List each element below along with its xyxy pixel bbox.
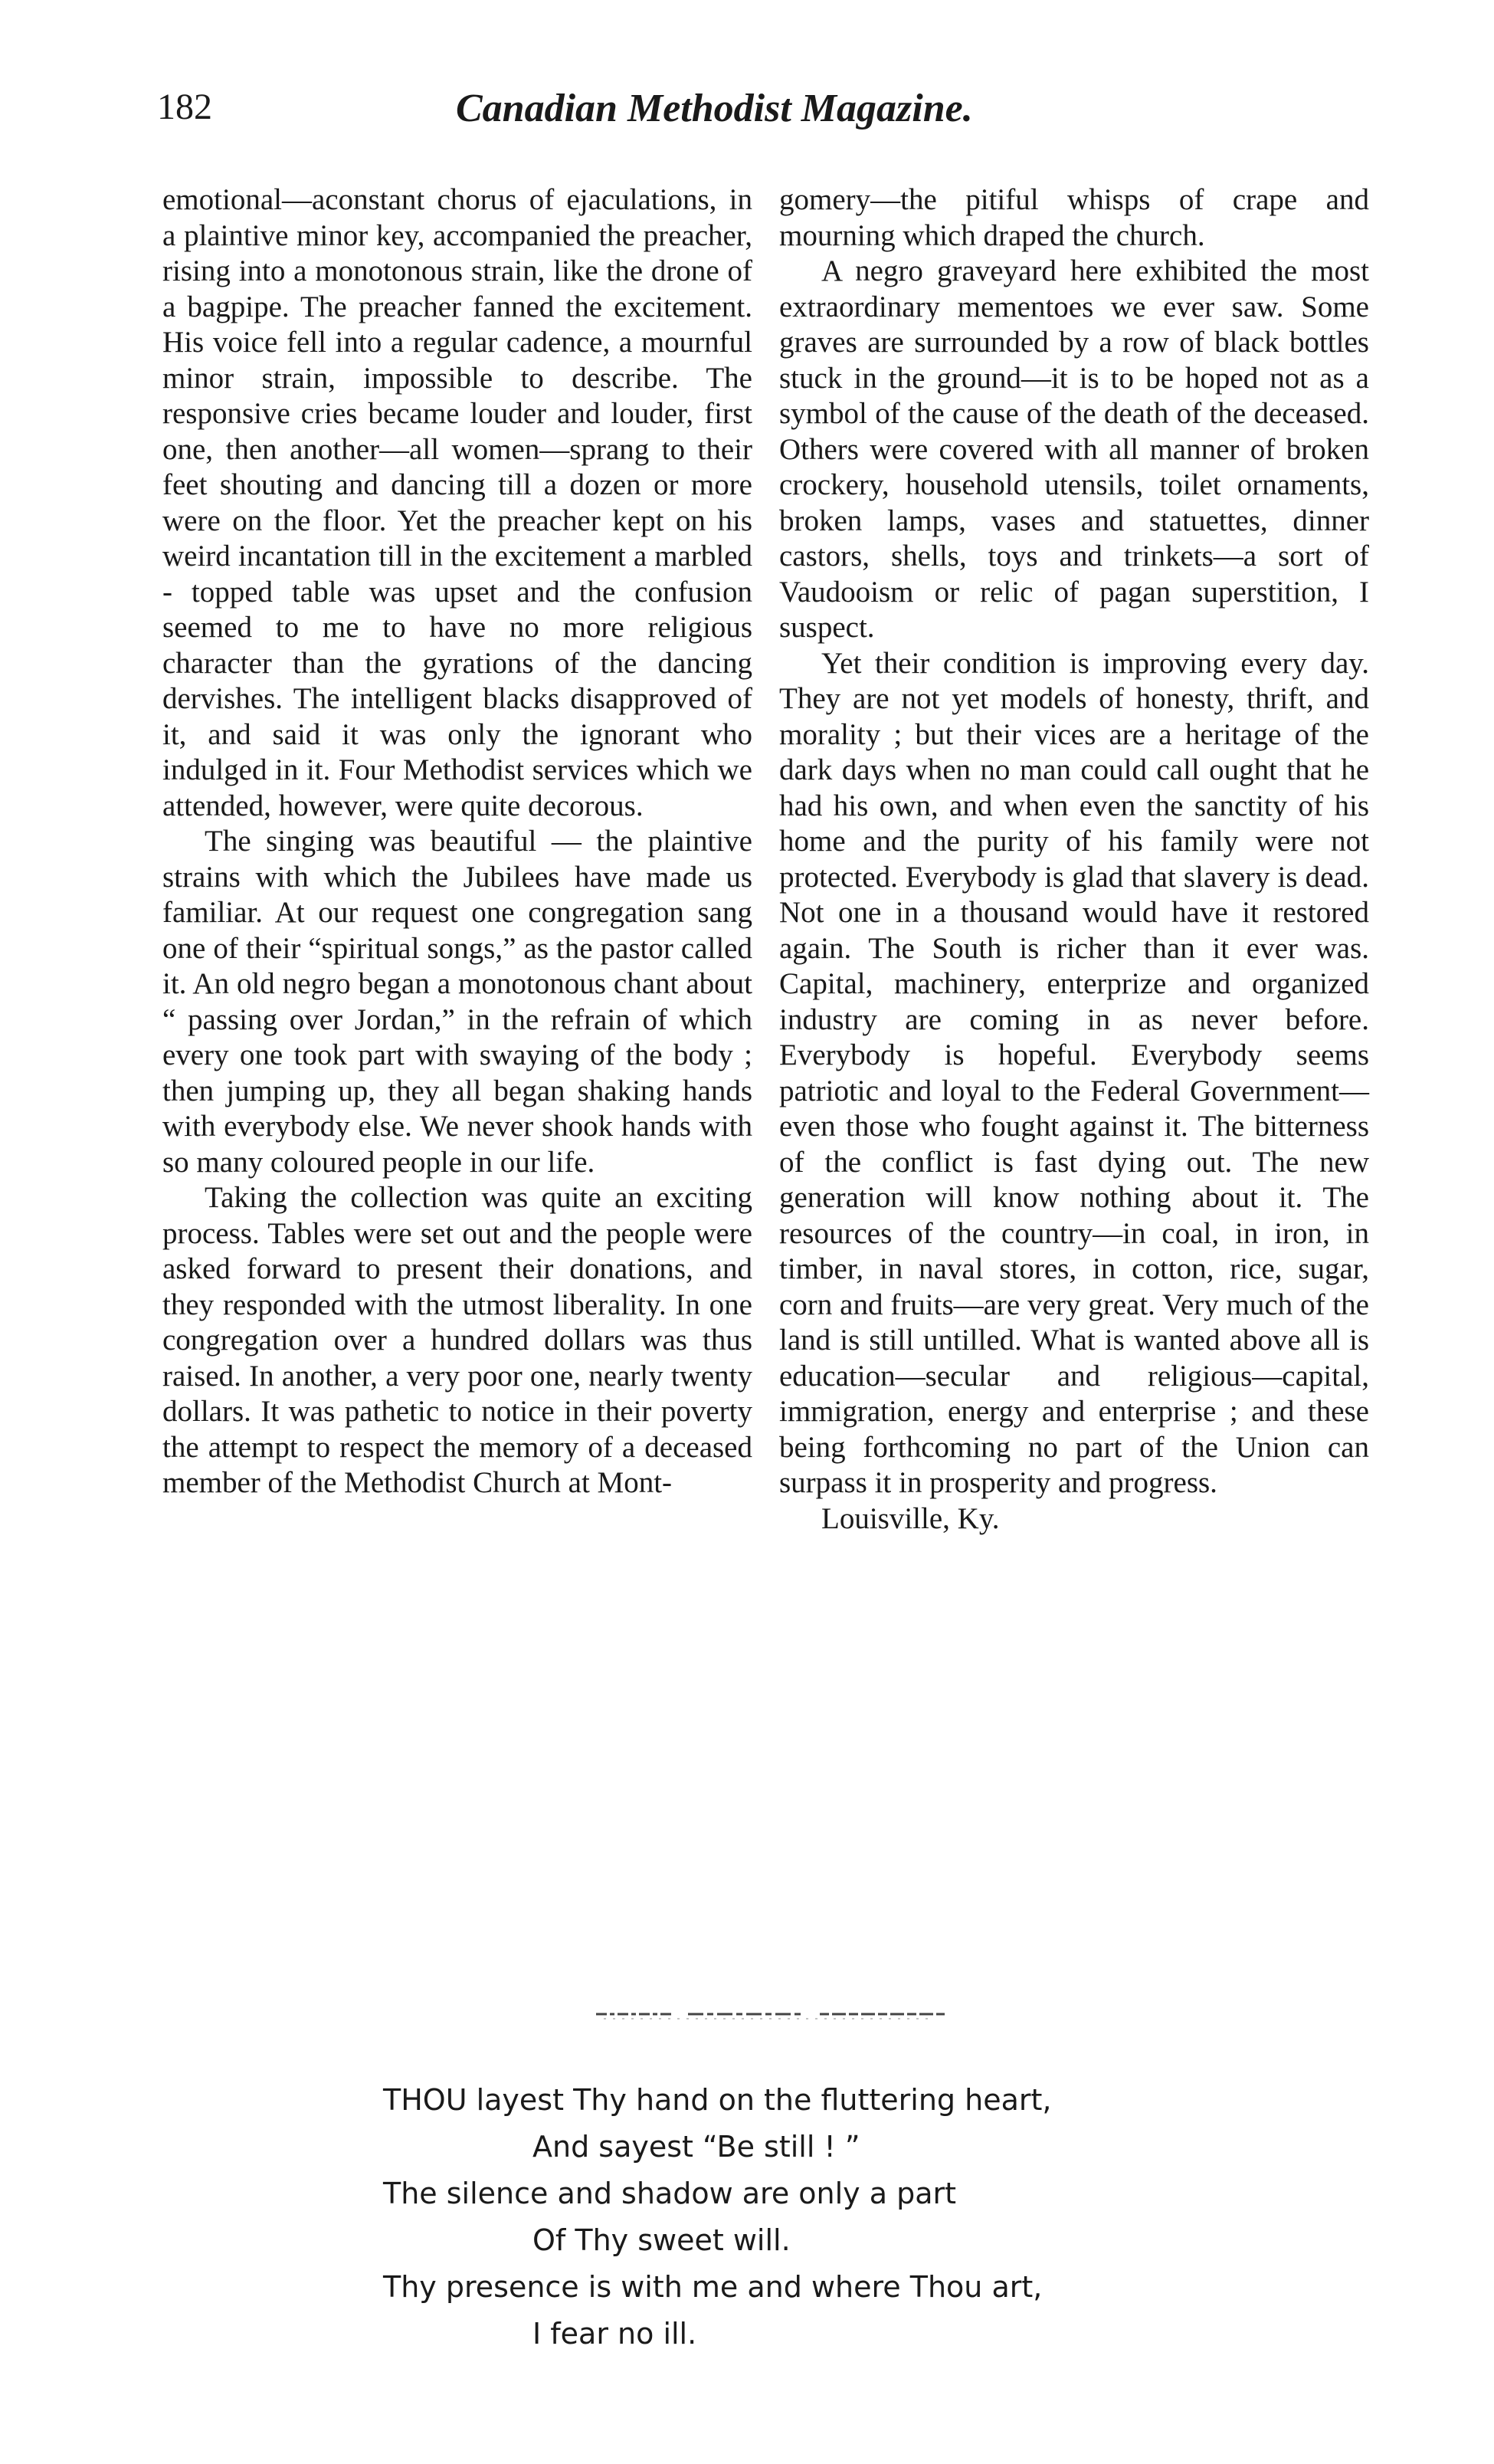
running-title: Canadian Methodist Magazine. (456, 87, 973, 130)
right-column (779, 182, 1369, 1537)
paragraph: emotional—aconstant chorus of ejaculations, in a plaintive minor key, accompanied the preacher, rising into a monotonous strain, like the drone of a bagpipe. The preacher fanned the excitement. His voice fell into a regular cadence, a mournful minor strain, impossible to describe. The responsive cries became louder and louder, first one, then another—all women—sprang to their feet shouting and dancing till a dozen or more were on the floor. Yet the preacher kept on his weird incantation till in the excitement a marbled - topped table was upset and the confusion seemed to me to have no more religious character than the gyrations of the dancing dervishes. The intelligent blacks disapproved of it, and said it was only the ignorant who indulged in it. Four Methodist services which we attended, however, were quite decorous. (162, 183, 752, 822)
paragraph: A negro graveyard here exhibited the most extraordinary mementoes we ever saw. Some graves are surrounded by a row of black bottles stuck in the ground—it is to be hoped not as a symbol of the cause of the death of the deceased. Others were covered with all manner of broken crockery, household utensils, toilet ornaments, broken lamps, vases and statuettes, dinner castors, shells, toys and trinkets—a sort of Vaudooism or relic of pagan superstition, I suspect. (779, 254, 1369, 644)
poem-line: I fear no ill. (532, 2317, 697, 2351)
dateline-signature: Louisville, Ky. (821, 1501, 1000, 1535)
poem-line: THOU layest Thy hand on the fluttering heart, (383, 2083, 1052, 2117)
poem-line: And sayest “Be still ! ” (532, 2130, 860, 2164)
poem (383, 2077, 1226, 2357)
page-header (157, 86, 1337, 139)
paragraph: Taking the collection was quite an exciting process. Tables were set out and the people were asked forward to present their donations, and they responded with the utmost liberality. In one congregation over a hundred dollars was thus raised. In another, a very poor one, nearly twenty dollars. It was pathetic to notice in their poverty the attempt to respect the memory of a deceased member of the Methodist Church at Mont- (162, 1181, 752, 1499)
section-divider (596, 2010, 945, 2022)
paragraph: gomery—the pitiful whisps of crape and mourning which draped the church. (779, 183, 1369, 252)
page-number: 182 (157, 87, 212, 127)
poem-line: Of Thy sweet will. (532, 2223, 791, 2257)
poem-line: Thy presence is with me and where Thou art, (383, 2270, 1043, 2304)
paragraph: Yet their condition is improving every day. They are not yet models of honesty, thrift, and morality ; but their vices are a heritage of the dark days when no man could call ought that he had his own, and when even the sanctity of his home and the purity of his family were not protected. Everybody is glad that slavery is dead. Not one in a thousand would have it restored again. The South is richer than it ever was. Capital, machinery, enterprize and organized industry are coming in as never before. Everybody is hopeful. Everybody seems patriotic and loyal to the Federal Government—even those who fought against it. The bitterness of the conflict is fast dying out. The new generation will know nothing about it. The resources of the country—in coal, in iron, in timber, in naval stores, in cotton, rice, sugar, corn and fruits—are very great. Very much of the land is still untilled. What is wanted above all is education—secular and religious—capital, immigration, energy and enterprise ; and these being forthcoming no part of the Union can surpass it in prosperity and progress. (779, 646, 1369, 1499)
left-column (162, 182, 752, 1501)
poem-line: The silence and shadow are only a part (383, 2177, 957, 2210)
paragraph: The singing was beautiful — the plaintive strains with which the Jubilees have made us familiar. At our request one congregation sang one of their “spiritual songs,” as the pastor called it. An old negro began a monotonous chant about “ passing over Jordan,” in the refrain of which every one took part with swaying of the body ; then jumping up, they all began shaking hands with everybody else. We never shook hands with so many coloured people in our life. (162, 825, 752, 1179)
